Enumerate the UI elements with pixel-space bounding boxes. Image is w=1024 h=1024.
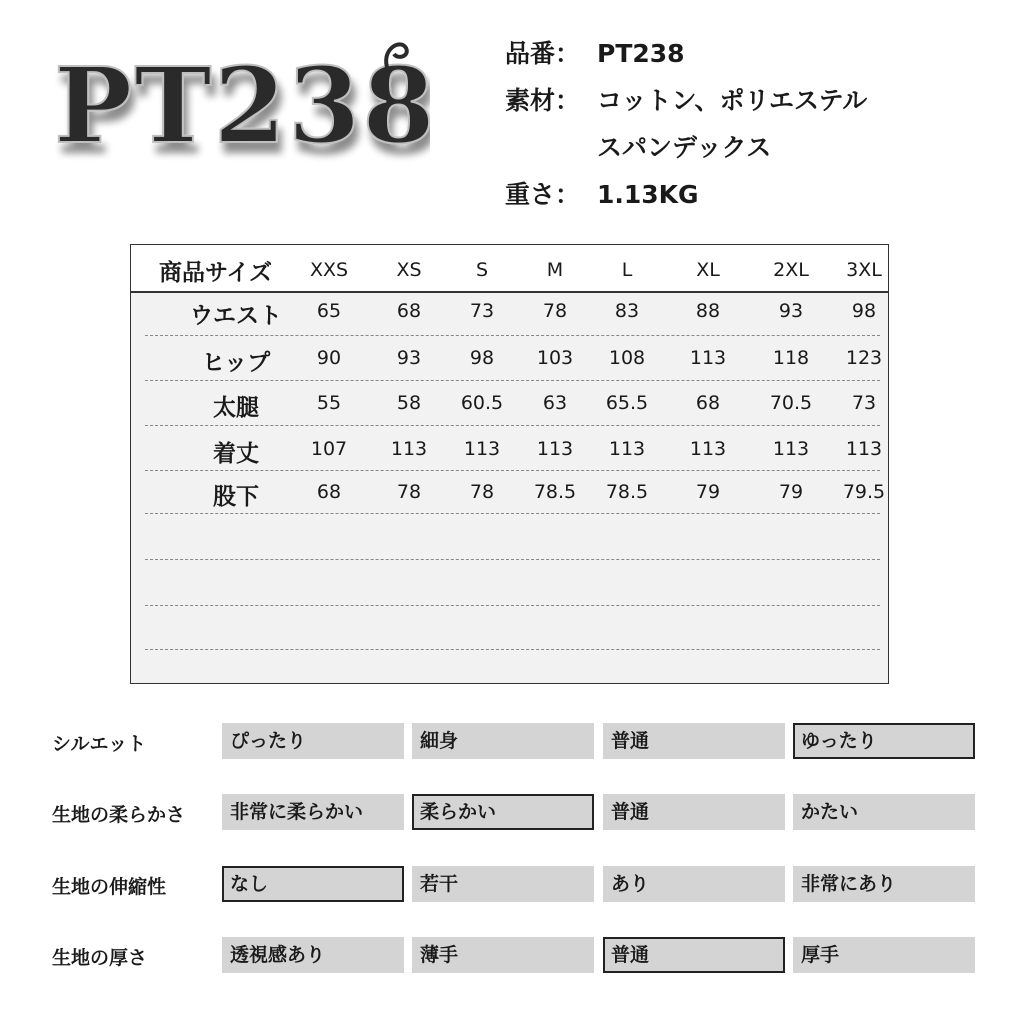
attribute-option-selected: ゆったり: [793, 723, 975, 759]
product-number: PT238: [597, 39, 685, 68]
attribute-option: あり: [603, 866, 785, 902]
size-header-label: 商品サイズ: [159, 260, 273, 286]
row-label: 太腿: [213, 395, 259, 421]
attribute-option: 薄手: [412, 937, 594, 973]
size-cell: 79: [778, 481, 804, 503]
attribute-option: 細身: [412, 723, 594, 759]
row-label: 着丈: [213, 441, 259, 467]
size-cell: 73: [851, 392, 877, 414]
product-spec: [505, 30, 867, 218]
size-cell: 58: [396, 392, 422, 414]
size-cell: 68: [695, 392, 721, 414]
size-cell: 113: [463, 438, 501, 460]
size-table: [130, 244, 889, 684]
attribute-option: 非常にあり: [793, 866, 975, 902]
attribute-option-selected: なし: [222, 866, 404, 902]
size-header-xl: XL: [696, 259, 720, 281]
attribute-label: シルエット: [52, 733, 147, 755]
attribute-option: ぴったり: [222, 723, 404, 759]
row-label: ウエスト: [190, 303, 282, 329]
size-cell: 73: [469, 300, 495, 322]
size-cell: 93: [396, 347, 422, 369]
size-cell: 78: [469, 481, 495, 503]
size-header-l: L: [621, 259, 633, 281]
size-cell: 68: [316, 481, 342, 503]
size-cell: 108: [608, 347, 646, 369]
size-cell: 65.5: [605, 392, 649, 414]
size-header-3xl: 3XL: [846, 259, 882, 281]
size-cell: 70.5: [769, 392, 813, 414]
attribute-option: かたい: [793, 794, 975, 830]
size-cell: 98: [469, 347, 495, 369]
material-line-1: コットン、ポリエステル: [597, 86, 868, 115]
size-cell: 90: [316, 347, 342, 369]
row-divider: [145, 649, 880, 650]
row-divider: [145, 470, 880, 471]
size-cell: 78: [396, 481, 422, 503]
size-cell: 79: [695, 481, 721, 503]
attribute-option-selected: 柔らかい: [412, 794, 594, 830]
product-number-label: 品番：: [505, 39, 581, 68]
size-cell: 88: [695, 300, 721, 322]
size-cell: 98: [851, 300, 877, 322]
size-cell: 123: [845, 347, 883, 369]
size-header-xs: XS: [396, 259, 422, 281]
size-header-m: M: [546, 259, 564, 281]
attribute-label: 生地の厚さ: [52, 947, 148, 969]
size-header-s: S: [475, 259, 489, 281]
size-cell: 60.5: [460, 392, 504, 414]
logo-text: PT238: [54, 44, 430, 167]
attribute-option: 非常に柔らかい: [222, 794, 404, 830]
row-divider: [145, 335, 880, 336]
size-cell: 55: [316, 392, 342, 414]
size-cell: 113: [536, 438, 574, 460]
attribute-option: 若干: [412, 866, 594, 902]
size-cell: 103: [536, 347, 574, 369]
size-cell: 113: [772, 438, 810, 460]
brand-logo: [50, 30, 430, 180]
size-cell: 113: [608, 438, 646, 460]
row-divider: [145, 380, 880, 381]
attribute-label: 生地の柔らかさ: [52, 804, 186, 826]
size-cell: 79.5: [842, 481, 886, 503]
row-divider: [145, 425, 880, 426]
attribute-option: 普通: [603, 794, 785, 830]
size-header-2xl: 2XL: [773, 259, 809, 281]
size-cell: 113: [390, 438, 428, 460]
size-cell: 118: [772, 347, 810, 369]
material-label: 素材：: [505, 86, 581, 115]
attribute-label: 生地の伸縮性: [52, 876, 167, 898]
row-label: 股下: [213, 484, 259, 510]
size-cell: 68: [396, 300, 422, 322]
material-line-2: スパンデックス: [597, 133, 772, 162]
size-cell: 113: [845, 438, 883, 460]
size-cell: 78.5: [533, 481, 577, 503]
size-cell: 113: [689, 347, 727, 369]
size-header-xxs: XXS: [309, 259, 349, 281]
attribute-option: 普通: [603, 723, 785, 759]
weight-label: 重さ：: [505, 180, 581, 209]
row-label: ヒップ: [201, 350, 271, 376]
row-divider: [145, 559, 880, 560]
size-table-header: [131, 245, 888, 293]
attribute-option-selected: 普通: [603, 937, 785, 973]
size-cell: 107: [310, 438, 348, 460]
size-cell: 78: [542, 300, 568, 322]
size-cell: 83: [614, 300, 640, 322]
weight-value: 1.13KG: [597, 180, 699, 209]
size-cell: 113: [689, 438, 727, 460]
size-cell: 78.5: [605, 481, 649, 503]
attribute-option: 厚手: [793, 937, 975, 973]
size-cell: 65: [316, 300, 342, 322]
size-cell: 93: [778, 300, 804, 322]
row-divider: [145, 605, 880, 606]
attribute-option: 透視感あり: [222, 937, 404, 973]
row-divider: [145, 513, 880, 514]
size-cell: 63: [542, 392, 568, 414]
